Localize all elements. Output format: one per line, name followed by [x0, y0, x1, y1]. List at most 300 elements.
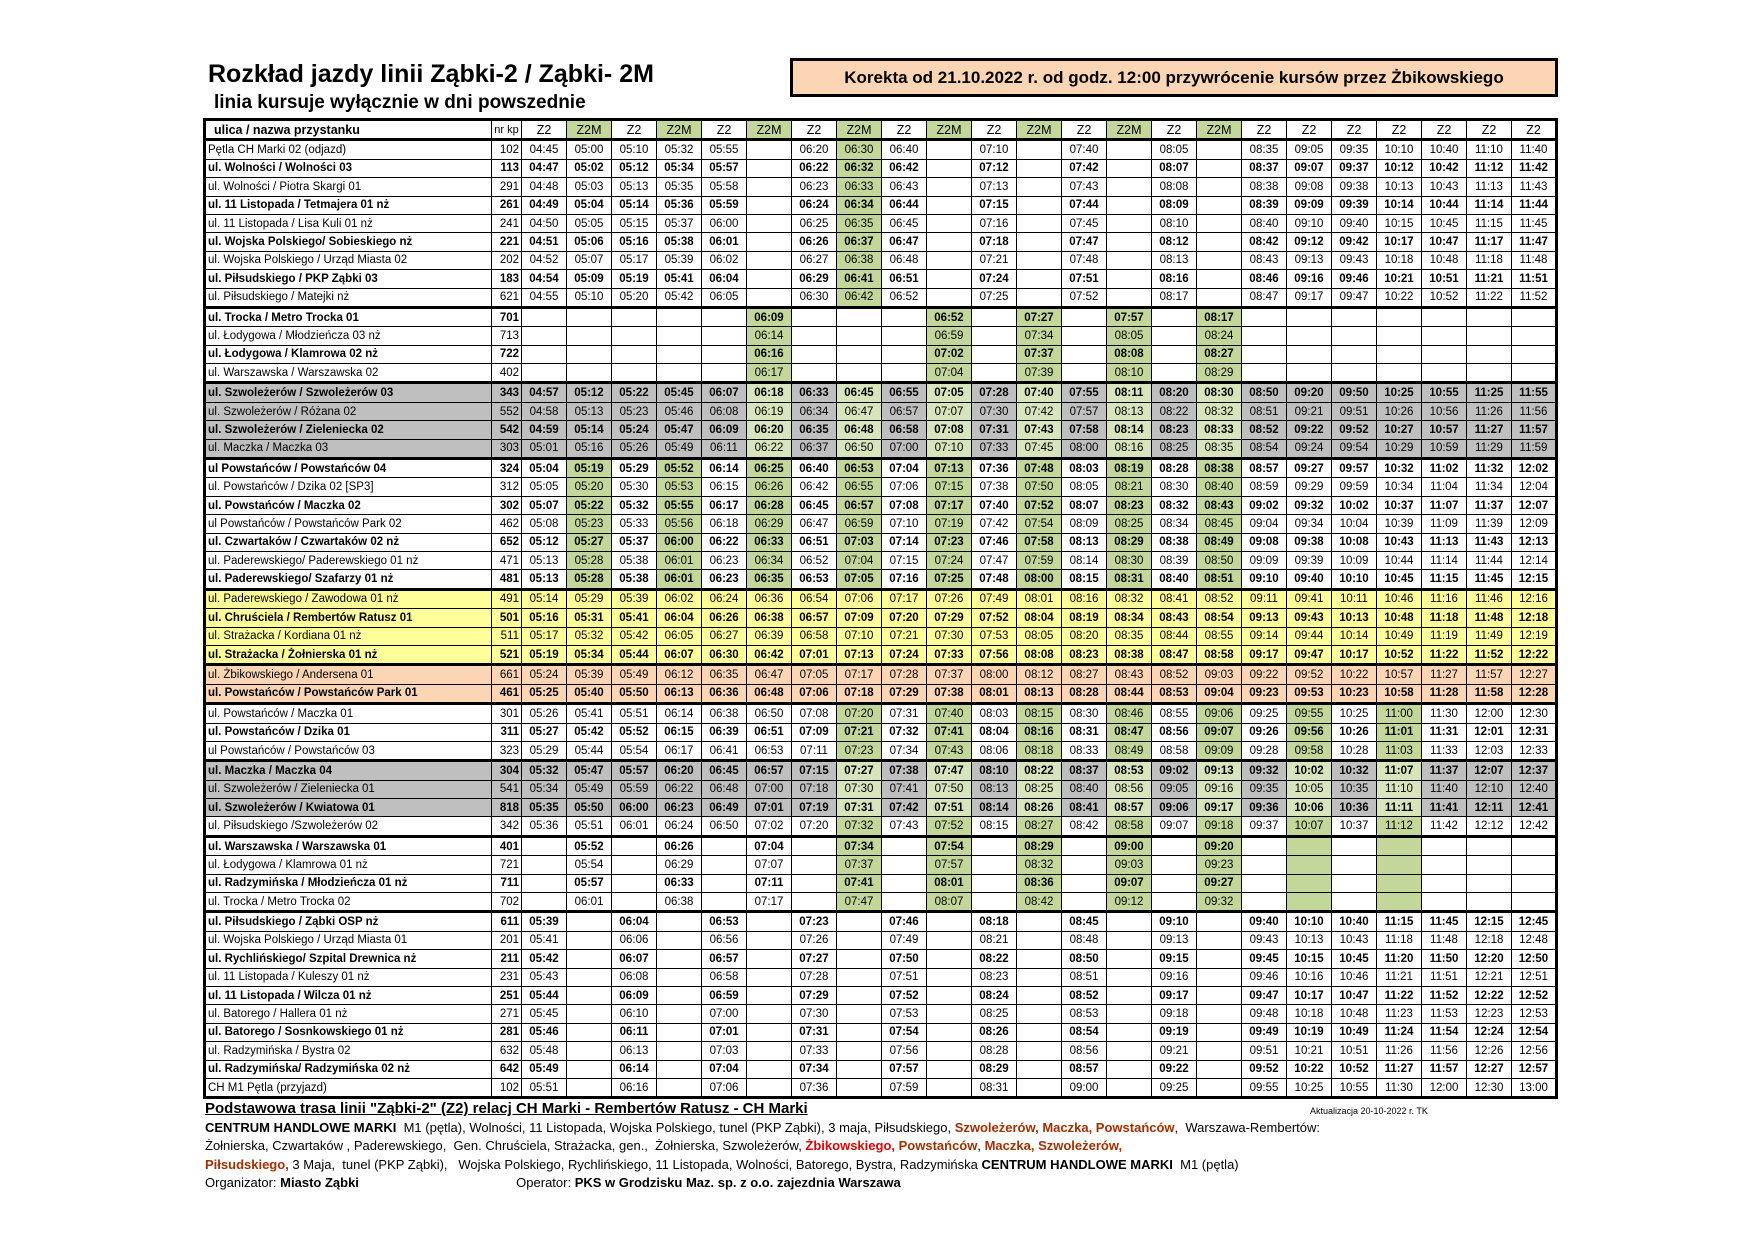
stop-name: ul. Piłsudskiego / Matejki nż [205, 288, 492, 307]
departure-time: 05:56 [657, 515, 702, 533]
course-header-z2: Z2 [1422, 120, 1467, 140]
correction-banner: Korekta od 21.10.2022 r. od godz. 12:00 przywrócenie kursów przez Żbikowskiego [790, 58, 1558, 97]
organizer-label: Organizator: [205, 1175, 277, 1190]
departure-time [1332, 327, 1377, 345]
stop-kp-number: 211 [492, 950, 522, 968]
departure-time: 08:28 [1152, 459, 1197, 478]
departure-time: 07:20 [792, 817, 837, 836]
departure-time [657, 968, 702, 986]
departure-time: 06:18 [747, 383, 792, 402]
departure-time: 06:44 [882, 196, 927, 214]
departure-time: 05:42 [522, 950, 567, 968]
departure-time: 05:19 [567, 459, 612, 478]
departure-time [747, 140, 792, 159]
departure-time: 06:51 [792, 533, 837, 551]
departure-time: 07:18 [792, 780, 837, 798]
departure-time [837, 1078, 882, 1097]
kp-column-header: nr kp [492, 120, 522, 140]
departure-time [792, 836, 837, 855]
departure-time: 07:31 [972, 421, 1017, 439]
departure-time: 06:40 [792, 459, 837, 478]
departure-time: 07:37 [1017, 345, 1062, 363]
departure-time: 06:38 [702, 704, 747, 723]
departure-time: 08:42 [1017, 893, 1062, 912]
course-header-z2m: Z2M [657, 120, 702, 140]
departure-time [1017, 251, 1062, 269]
departure-time: 05:39 [567, 665, 612, 684]
departure-time: 05:57 [612, 761, 657, 780]
departure-time [702, 327, 747, 345]
departure-time: 09:10 [1242, 570, 1287, 589]
departure-time: 06:26 [747, 478, 792, 496]
departure-time: 10:15 [1287, 950, 1332, 968]
departure-time: 08:15 [1017, 704, 1062, 723]
departure-time [792, 307, 837, 326]
departure-time: 10:25 [1287, 1078, 1332, 1097]
departure-time: 11:40 [1422, 780, 1467, 798]
route-segment: Szwoleżerów, Maczka, Powstańców [954, 1119, 1175, 1135]
departure-time: 06:58 [882, 421, 927, 439]
course-header-z2: Z2 [612, 120, 657, 140]
stop-kp-number: 201 [492, 931, 522, 949]
departure-time: 11:30 [1377, 1078, 1422, 1097]
departure-time: 08:20 [1152, 383, 1197, 402]
stop-row [205, 515, 1557, 533]
departure-time: 09:58 [1287, 741, 1332, 760]
departure-time [1107, 196, 1152, 214]
departure-time: 05:32 [657, 140, 702, 159]
stop-kp-number: 521 [492, 645, 522, 664]
departure-time: 07:41 [882, 780, 927, 798]
departure-time: 06:29 [792, 270, 837, 288]
departure-time: 05:42 [612, 627, 657, 645]
departure-time: 07:10 [882, 515, 927, 533]
departure-time: 07:28 [972, 383, 1017, 402]
departure-time: 09:06 [1152, 799, 1197, 817]
departure-time: 10:46 [1332, 968, 1377, 986]
departure-time [612, 327, 657, 345]
departure-time: 09:27 [1287, 459, 1332, 478]
departure-time: 09:38 [1287, 533, 1332, 551]
departure-time: 11:10 [1377, 780, 1422, 798]
stop-kp-number: 491 [492, 589, 522, 608]
departure-time: 11:57 [1422, 1060, 1467, 1078]
departure-time [1287, 856, 1332, 874]
departure-time: 06:07 [612, 950, 657, 968]
departure-time: 08:27 [1017, 817, 1062, 836]
stop-name: ul. Trocka / Metro Trocka 02 [205, 893, 492, 912]
departure-time: 11:54 [1422, 1023, 1467, 1041]
departure-time: 08:45 [1062, 912, 1107, 931]
departure-time: 11:47 [1512, 233, 1557, 251]
route-description [205, 1100, 1565, 1193]
departure-time: 07:17 [747, 893, 792, 912]
departure-time [1197, 140, 1242, 159]
departure-time: 05:24 [612, 421, 657, 439]
departure-time [1017, 912, 1062, 931]
departure-time: 08:58 [1197, 645, 1242, 664]
departure-time: 11:40 [1512, 140, 1557, 159]
departure-time: 08:18 [972, 912, 1017, 931]
departure-time: 11:26 [1377, 1042, 1422, 1060]
departure-time: 08:30 [1197, 383, 1242, 402]
departure-time: 08:15 [972, 817, 1017, 836]
departure-time: 08:20 [1062, 627, 1107, 645]
departure-time: 08:17 [1152, 288, 1197, 307]
departure-time: 05:10 [567, 288, 612, 307]
departure-time: 12:26 [1467, 1042, 1512, 1060]
departure-time: 07:32 [837, 817, 882, 836]
departure-time: 10:49 [1332, 1023, 1377, 1041]
stop-kp-number: 323 [492, 741, 522, 760]
departure-time: 09:06 [1197, 704, 1242, 723]
departure-time: 09:11 [1242, 589, 1287, 608]
departure-time [567, 327, 612, 345]
departure-time: 06:08 [702, 402, 747, 420]
departure-time: 08:05 [1107, 327, 1152, 345]
departure-time: 06:04 [657, 609, 702, 627]
departure-time: 06:23 [702, 570, 747, 589]
departure-time: 08:28 [1062, 684, 1107, 703]
departure-time [1017, 1042, 1062, 1060]
departure-time: 09:00 [1107, 836, 1152, 855]
departure-time: 12:40 [1512, 780, 1557, 798]
departure-time: 07:30 [972, 402, 1017, 420]
departure-time [1062, 836, 1107, 855]
departure-time: 07:11 [792, 741, 837, 760]
departure-time: 05:43 [522, 968, 567, 986]
departure-time: 05:55 [657, 496, 702, 514]
departure-time [927, 968, 972, 986]
departure-time: 07:42 [972, 515, 1017, 533]
departure-time: 08:37 [1062, 761, 1107, 780]
departure-time: 09:09 [1287, 196, 1332, 214]
departure-time: 06:39 [747, 627, 792, 645]
departure-time: 07:09 [792, 723, 837, 741]
departure-time: 07:51 [927, 799, 972, 817]
departure-time [1197, 214, 1242, 232]
departure-time [747, 1023, 792, 1041]
departure-time: 06:58 [702, 968, 747, 986]
departure-time [657, 1023, 702, 1041]
departure-time: 08:16 [1107, 439, 1152, 458]
departure-time: 11:45 [1422, 912, 1467, 931]
departure-time [1017, 950, 1062, 968]
departure-time [972, 307, 1017, 326]
departure-time: 08:38 [1242, 178, 1287, 196]
departure-time: 06:27 [702, 627, 747, 645]
departure-time [927, 178, 972, 196]
departure-time [1197, 251, 1242, 269]
departure-time [792, 364, 837, 383]
departure-time: 09:59 [1332, 478, 1377, 496]
departure-time [522, 856, 567, 874]
departure-time [567, 364, 612, 383]
stop-name: ul. Czwartaków / Czwartaków 02 nż [205, 533, 492, 551]
departure-time: 12:19 [1512, 627, 1557, 645]
departure-time: 07:09 [837, 609, 882, 627]
departure-time: 08:53 [1152, 684, 1197, 703]
departure-time: 07:07 [927, 402, 972, 420]
departure-time: 05:48 [522, 1042, 567, 1060]
departure-time: 08:13 [1107, 402, 1152, 420]
departure-time: 07:15 [972, 196, 1017, 214]
departure-time: 07:21 [882, 627, 927, 645]
departure-time [1152, 364, 1197, 383]
departure-time: 11:27 [1422, 665, 1467, 684]
departure-time [522, 345, 567, 363]
departure-time: 06:13 [657, 684, 702, 703]
departure-time [522, 364, 567, 383]
departure-time: 09:51 [1332, 402, 1377, 420]
departure-time: 06:55 [882, 383, 927, 402]
departure-time: 05:39 [522, 912, 567, 931]
departure-time: 11:52 [1512, 288, 1557, 307]
departure-time [972, 364, 1017, 383]
departure-time: 10:55 [1422, 383, 1467, 402]
departure-time: 12:31 [1512, 723, 1557, 741]
departure-time: 10:35 [1332, 780, 1377, 798]
departure-time: 08:00 [972, 665, 1017, 684]
departure-time: 05:29 [612, 459, 657, 478]
departure-time: 08:51 [1242, 402, 1287, 420]
departure-time: 05:38 [612, 551, 657, 569]
departure-time: 09:13 [1197, 761, 1242, 780]
departure-time: 10:07 [1287, 817, 1332, 836]
stop-kp-number: 342 [492, 817, 522, 836]
departure-time: 08:37 [1242, 159, 1287, 177]
departure-time: 12:21 [1467, 968, 1512, 986]
departure-time: 07:52 [927, 817, 972, 836]
stop-kp-number: 221 [492, 233, 522, 251]
departure-time: 09:08 [1242, 533, 1287, 551]
departure-time [1107, 968, 1152, 986]
departure-time: 11:07 [1422, 496, 1467, 514]
departure-time: 05:52 [657, 459, 702, 478]
stop-name: ul. Wolności / Piotra Skargi 01 [205, 178, 492, 196]
departure-time: 07:17 [927, 496, 972, 514]
departure-time: 08:27 [1062, 665, 1107, 684]
departure-time: 12:00 [1467, 704, 1512, 723]
departure-time: 09:20 [1197, 836, 1242, 855]
departure-time: 06:53 [702, 912, 747, 931]
departure-time: 08:10 [1152, 214, 1197, 232]
departure-time: 05:50 [567, 799, 612, 817]
departure-time: 07:25 [927, 570, 972, 589]
departure-time: 09:46 [1332, 270, 1377, 288]
departure-time: 05:38 [657, 233, 702, 251]
departure-time [522, 836, 567, 855]
departure-time: 11:43 [1512, 178, 1557, 196]
departure-time [747, 1078, 792, 1097]
stop-row [205, 251, 1557, 269]
departure-time [1422, 307, 1467, 326]
departure-time: 05:22 [567, 496, 612, 514]
stop-kp-number: 552 [492, 402, 522, 420]
departure-time [657, 912, 702, 931]
stop-kp-number: 301 [492, 704, 522, 723]
departure-time: 10:13 [1332, 609, 1377, 627]
departure-time: 07:34 [1017, 327, 1062, 345]
departure-time: 10:18 [1377, 251, 1422, 269]
stop-column-header: ulica / nazwa przystanku [205, 120, 492, 140]
departure-time: 13:00 [1512, 1078, 1557, 1097]
departure-time: 09:02 [1152, 761, 1197, 780]
departure-time [1377, 345, 1422, 363]
departure-time: 09:35 [1242, 780, 1287, 798]
departure-time: 10:48 [1332, 1005, 1377, 1023]
course-header-z2: Z2 [1332, 120, 1377, 140]
departure-time [1062, 893, 1107, 912]
departure-time: 09:13 [1152, 931, 1197, 949]
course-header-z2m: Z2M [1107, 120, 1152, 140]
departure-time: 05:23 [567, 515, 612, 533]
departure-time: 06:47 [882, 233, 927, 251]
departure-time: 08:50 [1242, 383, 1287, 402]
departure-time: 06:25 [792, 214, 837, 232]
organizer: Miasto Ząbki [280, 1175, 359, 1190]
departure-time: 05:54 [567, 856, 612, 874]
departure-time: 05:40 [567, 684, 612, 703]
departure-time: 08:23 [1062, 645, 1107, 664]
departure-time: 04:47 [522, 159, 567, 177]
departure-time: 10:10 [1287, 912, 1332, 931]
departure-time: 11:14 [1422, 551, 1467, 569]
departure-time: 05:03 [567, 178, 612, 196]
departure-time [1107, 140, 1152, 159]
departure-time: 09:42 [1332, 233, 1377, 251]
departure-time: 05:49 [657, 439, 702, 458]
departure-time: 07:46 [882, 912, 927, 931]
course-header-z2m: Z2M [927, 120, 972, 140]
departure-time [972, 856, 1017, 874]
departure-time: 07:47 [1062, 233, 1107, 251]
departure-time: 11:34 [1467, 478, 1512, 496]
departure-time [927, 931, 972, 949]
departure-time: 06:59 [927, 327, 972, 345]
departure-time [612, 856, 657, 874]
departure-time: 07:41 [927, 723, 972, 741]
departure-time: 05:04 [522, 459, 567, 478]
departure-time: 11:01 [1377, 723, 1422, 741]
departure-time: 09:07 [1197, 723, 1242, 741]
departure-time: 11:44 [1467, 551, 1512, 569]
course-header-z2: Z2 [1512, 120, 1557, 140]
stop-name: ul. Chruściela / Rembertów Ratusz 01 [205, 609, 492, 627]
departure-time: 07:04 [837, 551, 882, 569]
departure-time: 07:49 [972, 589, 1017, 608]
departure-time: 08:30 [1152, 478, 1197, 496]
departure-time: 10:21 [1287, 1042, 1332, 1060]
departure-time [1017, 1078, 1062, 1097]
departure-time: 04:48 [522, 178, 567, 196]
departure-time: 07:31 [882, 704, 927, 723]
departure-time [657, 1042, 702, 1060]
departure-time: 08:56 [1107, 780, 1152, 798]
departure-time: 10:02 [1332, 496, 1377, 514]
departure-time: 11:14 [1467, 196, 1512, 214]
departure-time [747, 233, 792, 251]
departure-time: 06:35 [837, 214, 882, 232]
page-subtitle: linia kursuje wyłącznie w dni powszednie [214, 92, 586, 113]
departure-time [972, 874, 1017, 892]
departure-time: 07:31 [792, 1023, 837, 1041]
departure-time [747, 1060, 792, 1078]
departure-time: 06:12 [657, 665, 702, 684]
stop-name: ul. Trocka / Metro Trocka 01 [205, 307, 492, 326]
stop-name: ul. Szwoleżerów / Szwoleżerów 03 [205, 383, 492, 402]
departure-time: 07:21 [972, 251, 1017, 269]
departure-time: 09:17 [1152, 986, 1197, 1004]
departure-time: 09:04 [1242, 515, 1287, 533]
departure-time: 07:29 [792, 986, 837, 1004]
timetable-header-row [205, 120, 1557, 140]
stop-row [205, 364, 1557, 383]
departure-time: 11:31 [1422, 723, 1467, 741]
departure-time: 07:06 [882, 478, 927, 496]
departure-time: 07:23 [837, 741, 882, 760]
departure-time [927, 912, 972, 931]
departure-time [927, 1005, 972, 1023]
departure-time: 10:52 [1422, 288, 1467, 307]
departure-time: 07:26 [792, 931, 837, 949]
departure-time: 05:33 [612, 515, 657, 533]
departure-time [657, 1005, 702, 1023]
route-segment: CENTRUM HANDLOWE MARKI [205, 1119, 397, 1135]
departure-time: 08:29 [1197, 364, 1242, 383]
departure-time: 08:40 [1062, 780, 1107, 798]
departure-time: 04:54 [522, 270, 567, 288]
departure-time: 08:16 [1017, 723, 1062, 741]
departure-time: 11:10 [1467, 140, 1512, 159]
departure-time: 06:20 [747, 421, 792, 439]
departure-time: 08:01 [927, 874, 972, 892]
departure-time [747, 931, 792, 949]
departure-time: 07:14 [882, 533, 927, 551]
departure-time: 04:45 [522, 140, 567, 159]
departure-time: 11:41 [1422, 799, 1467, 817]
departure-time: 06:06 [612, 931, 657, 949]
departure-time: 05:23 [612, 402, 657, 420]
departure-time: 11:12 [1467, 159, 1512, 177]
departure-time [747, 251, 792, 269]
departure-time: 10:43 [1332, 931, 1377, 949]
departure-time: 10:26 [1332, 723, 1377, 741]
departure-time: 08:54 [1062, 1023, 1107, 1041]
departure-time: 11:16 [1422, 589, 1467, 608]
departure-time: 11:56 [1512, 402, 1557, 420]
departure-time [1377, 836, 1422, 855]
departure-time: 06:42 [792, 478, 837, 496]
departure-time [1377, 327, 1422, 345]
departure-time [927, 1060, 972, 1078]
departure-time: 06:47 [792, 515, 837, 533]
departure-time [882, 874, 927, 892]
departure-time [927, 159, 972, 177]
departure-time: 06:40 [882, 140, 927, 159]
route-segment: Piłsudskiego, [205, 1156, 289, 1172]
departure-time: 06:47 [837, 402, 882, 420]
stop-name: ul. Wolności / Wolności 03 [205, 159, 492, 177]
departure-time [837, 950, 882, 968]
departure-time: 09:43 [1287, 609, 1332, 627]
stop-row [205, 288, 1557, 307]
departure-time: 05:38 [612, 570, 657, 589]
departure-time: 06:59 [702, 986, 747, 1004]
departure-time [657, 307, 702, 326]
departure-time: 07:00 [747, 780, 792, 798]
departure-time: 07:23 [927, 533, 972, 551]
